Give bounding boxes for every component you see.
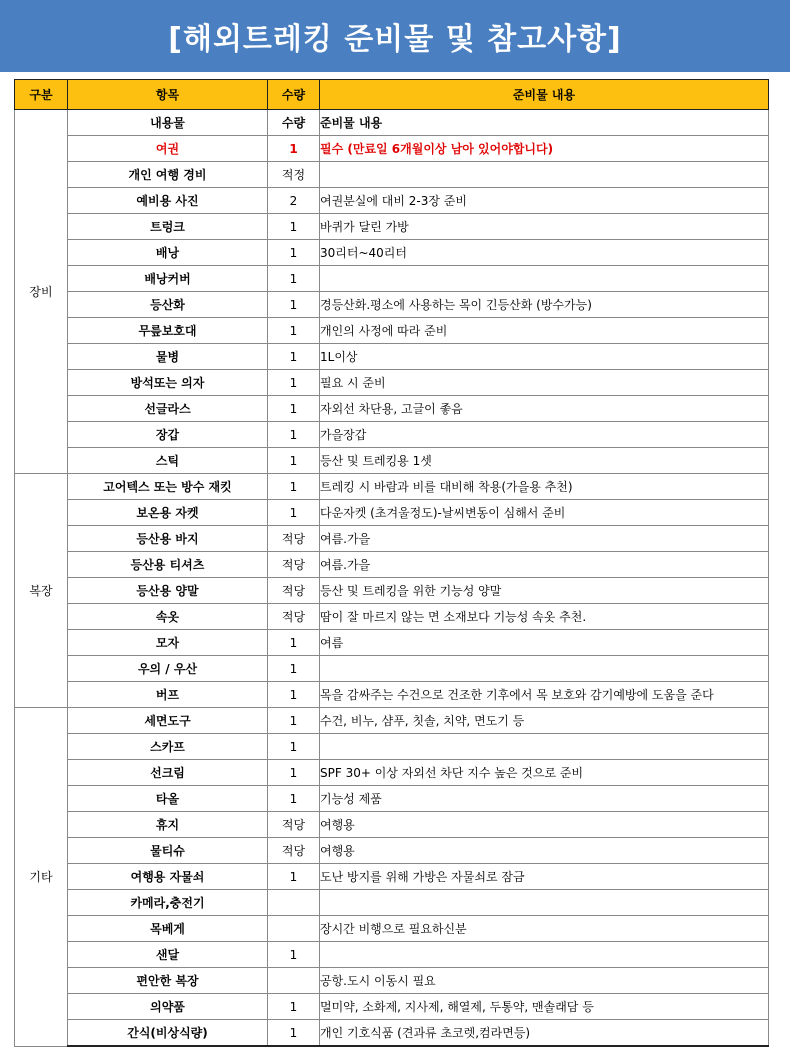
item-name: 간식(비상식량) (68, 1020, 268, 1047)
table-row (15, 214, 769, 240)
item-name: 샌달 (68, 942, 268, 968)
item-description (320, 266, 769, 292)
header-item: 항목 (68, 80, 268, 110)
item-name: 트렁크 (68, 214, 268, 240)
item-qty: 1 (268, 292, 320, 318)
section-category: 복장 (15, 474, 68, 708)
item-description: 바퀴가 달린 가방 (320, 214, 769, 240)
item-name: 고어텍스 또는 방수 재킷 (68, 474, 268, 500)
item-qty: 적당 (268, 838, 320, 864)
item-qty: 1 (268, 396, 320, 422)
item-qty: 1 (268, 422, 320, 448)
item-description (320, 162, 769, 188)
item-qty: 1 (268, 266, 320, 292)
item-qty: 수량 (268, 110, 320, 136)
item-name: 속옷 (68, 604, 268, 630)
item-description: 수건, 비누, 샴푸, 칫솔, 치약, 면도기 등 (320, 708, 769, 734)
item-name: 목베게 (68, 916, 268, 942)
table-row (15, 656, 769, 682)
table-row (15, 942, 769, 968)
item-qty (268, 968, 320, 994)
item-qty: 적당 (268, 578, 320, 604)
table-row (15, 578, 769, 604)
item-qty: 1 (268, 630, 320, 656)
table-row (15, 266, 769, 292)
item-qty: 적당 (268, 526, 320, 552)
item-name: 물병 (68, 344, 268, 370)
item-name: 방석또는 의자 (68, 370, 268, 396)
table-row (15, 682, 769, 708)
item-description: 도난 방지를 위해 가방은 자물쇠로 잠금 (320, 864, 769, 890)
item-qty: 1 (268, 682, 320, 708)
item-description (320, 942, 769, 968)
table-row (15, 162, 769, 188)
item-name: 스틱 (68, 448, 268, 474)
table-header-row (15, 80, 769, 110)
item-qty: 1 (268, 136, 320, 162)
item-name: 스카프 (68, 734, 268, 760)
item-name: 배낭커버 (68, 266, 268, 292)
table-row (15, 864, 769, 890)
item-name: 내용물 (68, 110, 268, 136)
table-row (15, 734, 769, 760)
section-category: 기타 (15, 708, 68, 1047)
table-row (15, 422, 769, 448)
item-description: 자외선 차단용, 고글이 좋음 (320, 396, 769, 422)
table-row (15, 526, 769, 552)
item-qty: 적당 (268, 604, 320, 630)
item-description: 여행용 (320, 812, 769, 838)
table-row (15, 630, 769, 656)
item-qty: 1 (268, 214, 320, 240)
section-category: 장비 (15, 110, 68, 474)
item-description: 여름.가을 (320, 552, 769, 578)
table-row (15, 994, 769, 1020)
item-description: 땀이 잘 마르지 않는 면 소재보다 기능성 속옷 추천. (320, 604, 769, 630)
item-description: 30리터~40리터 (320, 240, 769, 266)
table-row (15, 370, 769, 396)
item-qty: 2 (268, 188, 320, 214)
item-name: 등산용 티셔츠 (68, 552, 268, 578)
item-qty: 1 (268, 708, 320, 734)
item-name: 등산화 (68, 292, 268, 318)
item-qty: 1 (268, 240, 320, 266)
table-row (15, 500, 769, 526)
item-description: 경등산화.평소에 사용하는 목이 긴등산화 (방수가능) (320, 292, 769, 318)
table-row (15, 448, 769, 474)
item-description: 여름 (320, 630, 769, 656)
item-qty: 1 (268, 760, 320, 786)
item-qty: 1 (268, 370, 320, 396)
item-name: 세면도구 (68, 708, 268, 734)
header-desc: 준비물 내용 (320, 80, 769, 110)
item-description: 준비물 내용 (320, 110, 769, 136)
item-name: 무릎보호대 (68, 318, 268, 344)
item-name: 개인 여행 경비 (68, 162, 268, 188)
item-description: SPF 30+ 이상 자외선 차단 지수 높은 것으로 준비 (320, 760, 769, 786)
item-description: 여행용 (320, 838, 769, 864)
item-description: 여름.가을 (320, 526, 769, 552)
item-qty: 적당 (268, 552, 320, 578)
item-qty: 적정 (268, 162, 320, 188)
table-row (15, 604, 769, 630)
table-row (15, 136, 769, 162)
header-category: 구분 (15, 80, 68, 110)
item-qty: 1 (268, 344, 320, 370)
item-description (320, 890, 769, 916)
item-qty: 1 (268, 500, 320, 526)
item-name: 등산용 양말 (68, 578, 268, 604)
item-description: 목을 감싸주는 수건으로 건조한 기후에서 목 보호와 감기예방에 도움을 준다 (320, 682, 769, 708)
item-name: 보온용 자켓 (68, 500, 268, 526)
item-qty: 1 (268, 474, 320, 500)
item-name: 여권 (68, 136, 268, 162)
item-description: 개인의 사정에 따라 준비 (320, 318, 769, 344)
item-description: 개인 기호식품 (견과류 초코렛,컴라면등) (320, 1020, 769, 1047)
table-row (15, 474, 769, 500)
item-name: 카메라,충전기 (68, 890, 268, 916)
item-description: 등산 및 트레킹용 1셋 (320, 448, 769, 474)
item-name: 장갑 (68, 422, 268, 448)
table-row (15, 396, 769, 422)
item-qty: 1 (268, 448, 320, 474)
item-name: 등산용 바지 (68, 526, 268, 552)
item-qty: 1 (268, 994, 320, 1020)
table-row (15, 110, 769, 136)
item-name: 의약품 (68, 994, 268, 1020)
item-name: 배낭 (68, 240, 268, 266)
item-description: 장시간 비행으로 필요하신분 (320, 916, 769, 942)
table-row (15, 916, 769, 942)
item-qty: 1 (268, 864, 320, 890)
item-description: 기능성 제품 (320, 786, 769, 812)
item-qty: 1 (268, 318, 320, 344)
page-title: [해외트레킹 준비물 및 참고사항] (0, 0, 790, 72)
item-name: 선글라스 (68, 396, 268, 422)
item-qty: 1 (268, 1020, 320, 1047)
header-qty: 수량 (268, 80, 320, 110)
item-description (320, 656, 769, 682)
item-description: 트레킹 시 바람과 비를 대비해 착용(가을용 추천) (320, 474, 769, 500)
item-name: 여행용 자물쇠 (68, 864, 268, 890)
item-name: 선크림 (68, 760, 268, 786)
table-row (15, 760, 769, 786)
table-row (15, 292, 769, 318)
table-row (15, 188, 769, 214)
item-description: 필요 시 준비 (320, 370, 769, 396)
item-qty: 1 (268, 942, 320, 968)
item-qty: 1 (268, 656, 320, 682)
item-description: 필수 (만료일 6개월이상 남아 있어야합니다) (320, 136, 769, 162)
item-name: 물티슈 (68, 838, 268, 864)
table-row (15, 890, 769, 916)
item-description: 다운자켓 (초겨울정도)-날씨변동이 심해서 준비 (320, 500, 769, 526)
item-name: 휴지 (68, 812, 268, 838)
table-row (15, 1020, 769, 1047)
table-row (15, 968, 769, 994)
table-row (15, 812, 769, 838)
table-row (15, 838, 769, 864)
item-description: 가을장갑 (320, 422, 769, 448)
item-qty: 1 (268, 786, 320, 812)
table-row (15, 344, 769, 370)
item-name: 예비용 사진 (68, 188, 268, 214)
item-description: 등산 및 트레킹을 위한 기능성 양말 (320, 578, 769, 604)
item-qty: 적당 (268, 812, 320, 838)
item-description: 공항.도시 이동시 필요 (320, 968, 769, 994)
item-qty (268, 890, 320, 916)
item-name: 버프 (68, 682, 268, 708)
table-row (15, 786, 769, 812)
item-name: 모자 (68, 630, 268, 656)
item-name: 타올 (68, 786, 268, 812)
item-description: 여권분실에 대비 2-3장 준비 (320, 188, 769, 214)
table-row (15, 318, 769, 344)
item-name: 우의 / 우산 (68, 656, 268, 682)
item-description: 1L이상 (320, 344, 769, 370)
item-description (320, 734, 769, 760)
item-description: 멀미약, 소화제, 지사제, 해열제, 두통약, 맨솔래담 등 (320, 994, 769, 1020)
table-row (15, 552, 769, 578)
table-row (15, 240, 769, 266)
table-row (15, 708, 769, 734)
item-qty: 1 (268, 734, 320, 760)
item-qty (268, 916, 320, 942)
table-body (15, 110, 769, 1047)
item-name: 편안한 복장 (68, 968, 268, 994)
checklist-table (14, 79, 769, 1047)
